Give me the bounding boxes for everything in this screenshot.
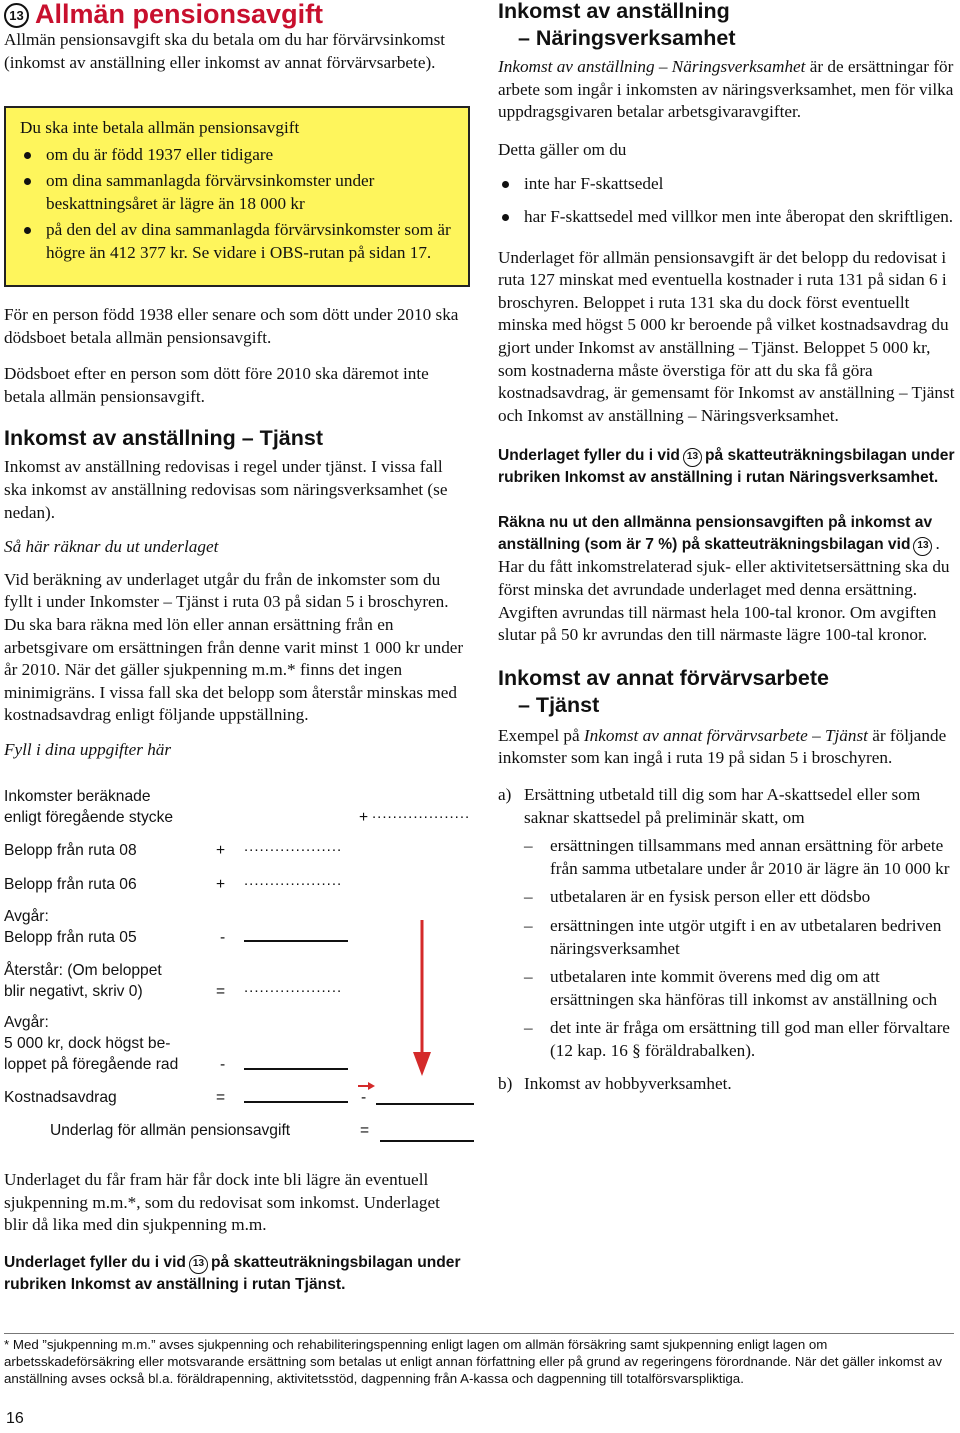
instruction-business: Underlaget fyller du i vid 13 på skatteuträkningsbilagan under rubriken Inkomst av anställning i rutan Näringsverksamhet.	[498, 447, 955, 487]
paragraph-other-work: Exempel på Inkomst av annat förvärvsarbete – Tjänst är följande inkomster som kan ingå i ruta 19 på sidan 5 i broschyren.	[498, 725, 947, 768]
condition-dash-item: – ersättningen tillsammans med annan ersättning för arbete från samma utbetalare under år 2010 är lägre än 10 000 kr	[524, 835, 960, 880]
exemption-list	[20, 144, 454, 265]
condition-dash-item: – ersättningen inte utgör utgift i en av utbetalaren bedriven näringsverksamhet	[524, 915, 960, 960]
exemption-box	[4, 106, 470, 287]
right-arrow-icon	[358, 1081, 376, 1091]
section-13-icon: 13	[913, 537, 932, 556]
row-basis-operator: =	[360, 1122, 370, 1139]
row-box06-operator: +	[216, 876, 226, 893]
row-box05-field[interactable]	[244, 940, 348, 942]
condition-item: har F-skattsedel med villkor men inte åberopat den skriftligen.	[498, 206, 960, 229]
paragraph-service: Inkomst av anställning redovisas i regel under tjänst. I vissa fall ska inkomst av anställning redovisas som näringsverksamhet (se nedan).	[4, 457, 448, 522]
instruction-service: Underlaget fyller du i vid 13 på skatteuträkningsbilagan under rubriken Inkomst av anställning i rutan Tjänst.	[4, 1253, 461, 1293]
row-income-label: Inkomster beräknade enligt föregående stycke	[4, 788, 174, 826]
item-b	[498, 1073, 960, 1096]
conditions-list	[498, 173, 960, 228]
row-cost-deduction-operator: =	[216, 1089, 226, 1106]
item-a-conditions	[524, 835, 960, 1062]
paragraph-estate-1938: För en person född 1938 eller senare och som dött under 2010 ska dödsboet betala allmän pensionsavgift.	[4, 305, 459, 347]
row-deduct-5000-label: Avgår: 5 000 kr, dock högst be- loppet på föregående rad	[4, 1014, 179, 1073]
left-column	[4, 0, 474, 74]
heading-other-work: Inkomst av annat förvärvsarbete – Tjänst	[498, 665, 829, 717]
condition-dash-item: – utbetalaren inte kommit överens med dig om att ersättningen ska hänföras till inkomst av anställning och	[524, 966, 960, 1011]
row-income-operator: +	[359, 809, 369, 826]
calc-subheading: Så här räknar du ut underlaget	[4, 537, 219, 557]
condition-dash-item: – det inte är fråga om ersättning till god man eller förvaltare (12 kap. 16 § föräldrabalken).	[524, 1017, 960, 1062]
row-deduct-5000-operator: -	[220, 1056, 226, 1073]
item-a-label: a)	[498, 784, 512, 804]
item-b-label: b)	[498, 1073, 513, 1093]
row-box08-field[interactable]: ...................	[244, 838, 343, 855]
footnote-divider	[4, 1333, 954, 1334]
item-a-text: Ersättning utbetald till dig som har A-skattsedel eller som saknar skattsedel på preliminär skatt, om	[524, 784, 921, 827]
row-remaining-field[interactable]: ...................	[244, 979, 343, 996]
row-box06-label: Belopp från ruta 06	[4, 876, 137, 893]
row-cost-deduction-operator-right: -	[361, 1089, 367, 1106]
row-basis-field[interactable]	[380, 1140, 474, 1142]
row-box08-label: Belopp från ruta 08	[4, 842, 137, 859]
right-column	[498, 0, 960, 1095]
exemption-item: på den del av dina sammanlagda förvärvsinkomster som är högre än 412 377 kr. Se vidare i OBS-rutan på sidan 17.	[20, 219, 454, 264]
section-number-badge: 13	[4, 3, 29, 28]
section-title-text: Allmän pensionsavgift	[35, 0, 324, 29]
row-basis-label: Underlag för allmän pensionsavgift	[50, 1122, 291, 1139]
exemption-item: om du är född 1937 eller tidigare	[20, 144, 454, 167]
row-cost-deduction-field[interactable]	[244, 1101, 348, 1103]
row-income-field[interactable]: ...................	[372, 805, 471, 822]
row-remaining-label: Återstår: (Om beloppet blir negativt, skriv 0)	[4, 962, 162, 1000]
section-13-icon: 13	[189, 1255, 208, 1274]
condition-item: inte har F-skattsedel	[498, 173, 960, 196]
item-a	[498, 784, 960, 829]
paragraph-applies-if: Detta gäller om du	[498, 139, 627, 159]
paragraph-calculation: Vid beräkning av underlaget utgår du från de inkomster som du fyllt i under Inkomster – Tjänst i ruta 03 på sidan 5 i broschyren. Du ska bara räkna med lön eller annan ersättning från en arbetsgivare om ersättningen från denne varit minst 1 000 kr under år 2010. När det gäller sjukpenning m.m.* finns det ingen minimigräns. I vissa fall ska det belopp som återstår minskas med kostnadsavdrag enligt följande uppställning.	[4, 569, 464, 725]
item-b-text: Inkomst av hobbyverksamhet.	[524, 1073, 732, 1093]
left-column-body	[4, 304, 468, 762]
intro-paragraph: Allmän pensionsavgift ska du betala om du har förvärvsinkomst (inkomst av anställning eller inkomst av annat förvärvsarbete).	[4, 30, 446, 72]
row-box05-label: Avgår: Belopp från ruta 05	[4, 908, 137, 946]
row-box05-operator: -	[220, 929, 226, 946]
row-cost-deduction-label: Kostnadsavdrag	[4, 1089, 117, 1106]
exemption-item: om dina sammanlagda förvärvsinkomster under beskattningsåret är lägre än 18 000 kr	[20, 170, 454, 215]
heading-employment-service: Inkomst av anställning – Tjänst	[4, 426, 323, 451]
condition-dash-item: – utbetalaren är en fysisk person eller ett dödsbo	[524, 886, 960, 909]
paragraph-business-basis: Underlaget för allmän pensionsavgift är det belopp du redovisat i ruta 127 minskat med eventuella kostnader i ruta 131 på sidan 6 i broschyren. Beloppet i ruta 131 ska du dock först eventuellt minska med högst 5 000 kr beroende på vilket kostnadsavdrag du gjort under Inkomst av anställning – Tjänst. Beloppet 5 000 kr, som kostnaderna måste överstiga för att du ska få göra kostnadsavdrag, är gemensamt för Inkomst av anställning – Tjänst och Inkomst av anställning – Näringsverksamhet.	[498, 247, 955, 425]
down-arrow-icon	[410, 920, 436, 1080]
row-deduct-5000-field[interactable]	[244, 1068, 348, 1070]
paragraph-sick-pay: Underlaget du får fram här får dock inte bli lägre än eventuell sjukpenning m.m.*, som du redovisat som inkomst. Underlaget blir då lika med din sjukpenning m.m.	[4, 1170, 440, 1235]
row-remaining-operator: =	[216, 983, 226, 1000]
paragraph-business: Inkomst av anställning – Näringsverksamhet är de ersättningar för arbete som ingår i inkomsten av näringsverksamhet, men för vilka uppdragsgivaren betalar arbetsgivaravgifter.	[498, 57, 954, 122]
section-title	[4, 0, 474, 29]
footnote: * Med ”sjukpenning m.m.” avses sjukpenning och rehabiliteringspenning enligt lagen om allmän försäkring samt sjukpenning enligt lagen om arbetsskadeförsäkring eller motsvarande ersättning som betalas ut enligt annan författning eller på grund av regeringens förordnande. När det gäller inkomst av anställning avses också bl.a. föräldrapenning, aktivitetsstöd, dagpenning från A-kassa och dagpenning till totalförsvarspliktiga.	[4, 1337, 942, 1386]
left-column-footer	[4, 1169, 466, 1295]
row-box06-field[interactable]: ...................	[244, 872, 343, 889]
section-13-icon: 13	[683, 448, 702, 467]
exemption-lead: Du ska inte betala allmän pensionsavgift	[20, 118, 300, 137]
paragraph-estate-before-2010: Dödsboet efter en person som dött före 2010 ska däremot inte betala allmän pensionsavgift.	[4, 364, 429, 406]
heading-employment-business: Inkomst av anställning – Näringsverksamhet	[498, 0, 736, 50]
row-cost-deduction-field-right[interactable]	[376, 1103, 474, 1105]
paragraph-compute-fee: Räkna nu ut den allmänna pensionsavgiften på inkomst av anställning (som är 7 %) på skatteuträkningsbilagan vid 13 . Har du fått inkomstrelaterad sjuk- eller aktivitetsersättning ska du först minska det avrundade underlaget med denna ersättning. Avgiften avrundas till närmast hela 100-tal kronor. Om avgiften slutar på 50 kr avrundas den till närmaste lägre 100-tal kronor.	[498, 513, 950, 645]
fill-in-heading: Fyll i dina uppgifter här	[4, 739, 172, 759]
row-box08-operator: +	[216, 842, 226, 859]
page-number: 16	[6, 1410, 24, 1427]
